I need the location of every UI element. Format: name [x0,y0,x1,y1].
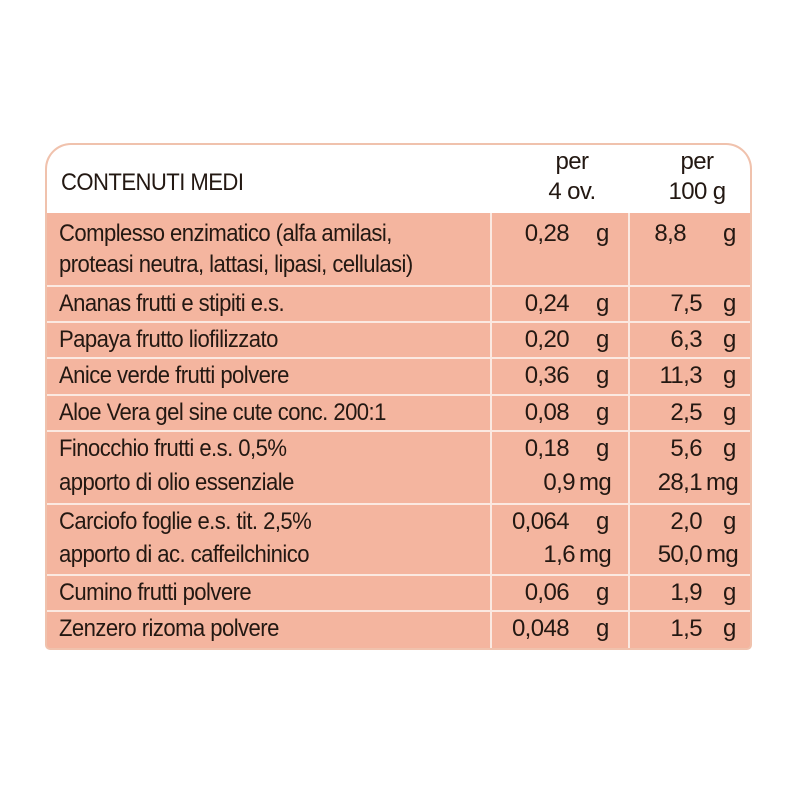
value-per-100g-sub: 28,1 [657,469,702,496]
header-per-100g [647,147,747,207]
ingredient-name: Zenzero rizoma polvere [59,615,279,642]
header-col2-line2: 100 g [668,178,726,205]
value-per-4-ov: 0,20 [524,326,569,353]
unit-per-4-ov: g [596,290,609,317]
ingredient-name: Cumino frutti polvere [59,579,252,606]
unit-per-4-ov-sub: mg [579,469,612,496]
unit-per-100g: g [723,508,736,535]
unit-per-4-ov: g [596,508,609,535]
header-col2-line1: per [680,148,714,175]
value-per-4-ov: 0,08 [524,399,569,426]
ingredient-name: Ananas frutti e stipiti e.s. [59,290,285,317]
value-per-100g: 6,3 [670,326,702,353]
ingredient-name-line2: apporto di olio essenziale [59,469,294,496]
table-row [47,574,750,610]
unit-per-100g-sub: mg [706,541,739,568]
ingredient-name: Anice verde frutti polvere [59,362,289,389]
value-per-100g: 11,3 [659,362,702,389]
unit-per-4-ov: g [596,362,609,389]
table-row [47,610,750,650]
unit-per-4-ov: g [596,399,609,426]
value-per-100g: 2,5 [670,399,702,426]
value-per-4-ov: 0,048 [511,615,569,642]
ingredients-table [45,143,752,650]
unit-per-100g: g [723,220,736,247]
value-per-100g: 2,0 [670,508,702,535]
table-row [47,357,750,394]
table-header [47,145,750,213]
table-row [47,430,750,503]
unit-per-100g: g [723,399,736,426]
value-per-4-ov: 0,18 [524,435,569,462]
value-per-100g: 8,8 [654,220,686,247]
table-row [47,213,750,285]
header-title: CONTENUTI MEDI [61,169,244,196]
unit-per-4-ov: g [596,326,609,353]
ingredient-name-line1: Finocchio frutti e.s. 0,5% [59,435,287,462]
table-row [47,321,750,357]
ingredient-name-line1: Carciofo foglie e.s. tit. 2,5% [59,508,312,535]
unit-per-4-ov: g [596,220,609,247]
unit-per-100g: g [723,579,736,606]
unit-per-100g-sub: mg [706,469,739,496]
table-row [47,394,750,430]
value-per-4-ov: 0,06 [524,579,569,606]
value-per-4-ov-sub: 0,9 [543,469,575,496]
value-per-4-ov: 0,36 [524,362,569,389]
value-per-4-ov: 0,064 [511,508,569,535]
value-per-100g: 1,5 [670,615,702,642]
unit-per-4-ov: g [596,435,609,462]
unit-per-100g: g [723,362,736,389]
value-per-4-ov-sub: 1,6 [543,541,575,568]
header-col1-line1: per [555,148,589,175]
ingredient-name: Papaya frutto liofilizzato [59,326,278,353]
unit-per-4-ov: g [596,615,609,642]
header-col1-line2: 4 ov. [548,178,596,205]
unit-per-100g: g [723,290,736,317]
table-row [47,503,750,574]
value-per-4-ov: 0,24 [524,290,569,317]
value-per-100g: 7,5 [670,290,702,317]
ingredient-name-line1: Complesso enzimatico (alfa amilasi, [59,220,392,247]
unit-per-4-ov: g [596,579,609,606]
header-per-4-ov [517,147,627,207]
ingredient-name: Aloe Vera gel sine cute conc. 200:1 [59,399,386,426]
unit-per-100g: g [723,326,736,353]
ingredient-name-line2: proteasi neutra, lattasi, lipasi, cellulasi) [59,251,413,278]
value-per-4-ov: 0,28 [524,220,569,247]
value-per-100g: 1,9 [670,579,702,606]
ingredient-name-line2: apporto di ac. caffeilchinico [59,541,309,568]
value-per-100g: 5,6 [670,435,702,462]
unit-per-4-ov-sub: mg [579,541,612,568]
value-per-100g-sub: 50,0 [657,541,702,568]
unit-per-100g: g [723,615,736,642]
table-row [47,285,750,321]
unit-per-100g: g [723,435,736,462]
